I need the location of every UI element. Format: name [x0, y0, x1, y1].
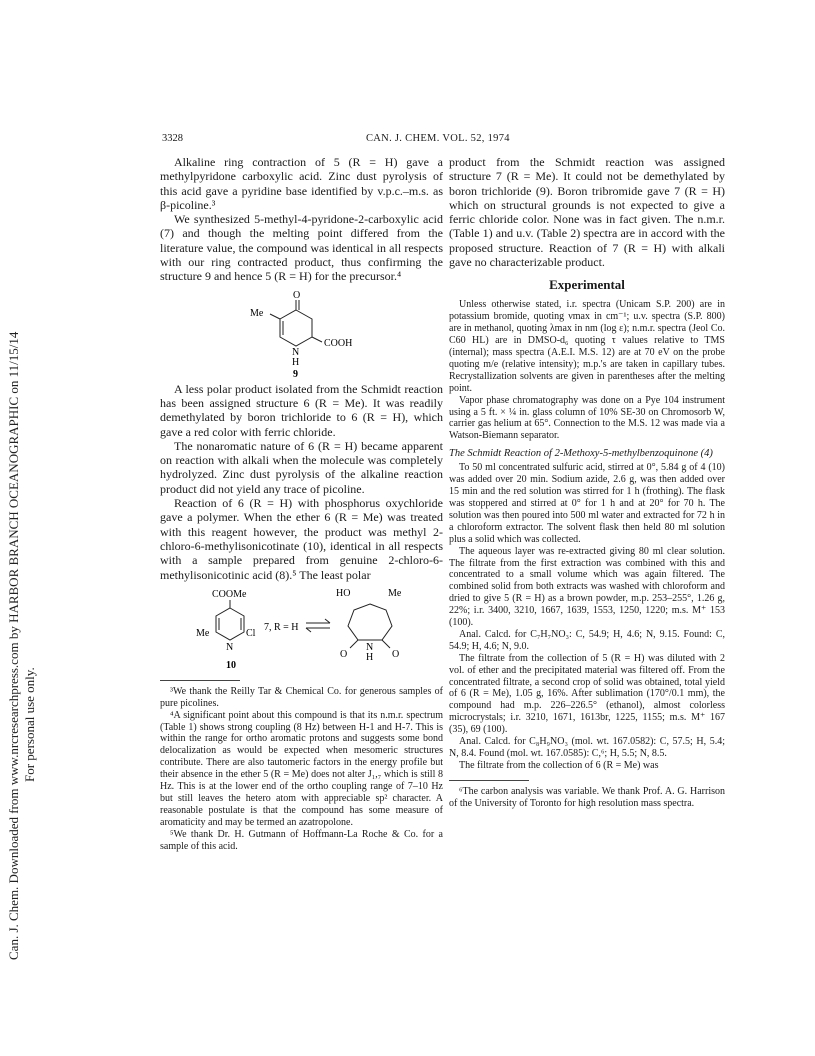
watermark-line-2: For personal use only.	[22, 667, 37, 782]
atom-n: N	[291, 346, 299, 358]
group-me: Me	[388, 587, 402, 599]
footnote-6: ⁶The carbon analysis was variable. We thank Prof. A. G. Harrison of the University of Toronto for high resolution mass spectra.	[449, 785, 725, 809]
paragraph: A less polar product isolated from the Schmidt reaction has been assigned structure 6 (R = Me). It was readily demethylated by boron trichloride to 6 (R = H), which gave a red color with ferric chloride.	[160, 381, 443, 439]
right-column	[449, 155, 725, 810]
footnote-rule	[160, 680, 240, 681]
atom-n: N	[226, 641, 234, 653]
footnote-4: ⁴A significant point about this compound is that its n.m.r. spectrum (Table 1) shows strong coupling (8 Hz) between H-1 and H-7. This is within the range for ortho aromatic protons and suggests some bond delocalization as would be expected when mesomeric structures contribute. There are also tautomeric factors in the energy profile but their absence in the ether 5 (R = Me) does not alter J₁,₇ which is still 8 Hz. This is at the lower end of the ortho coupling range of 7–10 Hz but still leaves the hetero atom with appreciable sp² character. A reasonable postulate is that the compound has some measure of aromaticity and may be termed an azatropolone.	[160, 709, 443, 828]
footnote-3: ³We thank the Reilly Tar & Chemical Co. for generous samples of pure picolines.	[160, 685, 443, 709]
compound-label: 9	[292, 368, 298, 378]
left-column	[160, 155, 443, 853]
group-coome: COOMe	[212, 588, 247, 600]
group-me: Me	[196, 627, 210, 639]
compound-label: 10	[226, 659, 236, 671]
reaction-condition: 7, R = H	[264, 621, 299, 633]
download-watermark	[2, 180, 62, 980]
page-number: 3328	[162, 133, 183, 144]
atom-h: H	[366, 651, 374, 663]
paragraph: The filtrate from the collection of 5 (R = H) was diluted with 2 vol. of ether and the precipitated material was filtered off. From the concentrated filtrate, a second crop of solid was obtained, total yield of 6 (R = Me), 1.05 g, 16%. After sublimation (170°/0.1 mm), the compound had m.p. 226–226.5° (ethanol), almost colorless microcrystals; i.r. 3210, 1671, 1613br, 1225, 1155; m.s. M⁺ 167 (35), 69 (100).	[449, 652, 725, 736]
atom-o: O	[292, 289, 300, 301]
paragraph: We synthesized 5-methyl-4-pyridone-2-carboxylic acid (7) and though the melting point differed from the literature value, the compound was identical in all respects with our ring contracted product, thus confirming the structure 9 and hence 5 (R = H) for the precursor.⁴	[160, 212, 443, 284]
atom-cl: Cl	[246, 627, 256, 639]
structure-10-scheme	[160, 586, 443, 672]
structure-9	[232, 288, 372, 378]
structure-10-drawing	[160, 586, 443, 672]
group-cooh: COOH	[323, 337, 352, 349]
watermark-line-1: Can. J. Chem. Downloaded from www.nrcresearchpress.com by HARBOR BRANCH OCEANOGRAPHIC on 11/15/14	[6, 331, 21, 960]
paragraph: Reaction of 6 (R = H) with phosphorus oxychloride gave a polymer. When the ether 6 (R = Me) was treated with this reagent however, the product was methyl 2-chloro-6-methylisonicotinate (10), identical in all respects with a sample prepared from genuine 2-chloro-6-methylisonicotinic acid (8).⁵ The least polar	[160, 496, 443, 582]
footnote-rule	[449, 780, 529, 781]
group-ho: HO	[336, 587, 351, 599]
paragraph: The aqueous layer was re-extracted giving 80 ml clear solution. The filtrate from the first extraction was combined with this and concentrated to a small volume which was again filtered. The combined solid from both extracts was washed with chloroform and dried to give 5 (R = H) as a brown powder, m.p. 253–255°, 1.26 g, 22%; i.r. 3400, 3210, 1667, 1639, 1553, 1250, 1220; m.s. M⁺ 153 (100).	[449, 545, 725, 629]
atom-o: O	[340, 648, 348, 660]
paragraph: Anal. Calcd. for C₇H₇NO₃: C, 54.9; H, 4.6; N, 9.15. Found: C, 54.9; H, 4.6; N, 9.0.	[449, 628, 725, 652]
running-header	[162, 133, 722, 147]
paragraph: The nonaromatic nature of 6 (R = H) became apparent on reaction with alkali when the molecule was completely hydrolyzed. Zinc dust pyrolysis of the alkaline reaction product did not yield any trace of picoline.	[160, 438, 443, 496]
paragraph: Unless otherwise stated, i.r. spectra (Unicam S.P. 200) are in potassium bromide, quoting νmax in cm⁻¹; u.v. spectra (S.P. 800) are in methanol, quoting λmax in nm (log ε); n.m.r. spectra (Jeol Co. C60 HL) are in DMSO-d₆ quoting τ values relative to TMS (internal); mass spectra (A.E.I. M.S. 12) are at 70 eV on the probe quoting m/e (relative intensity); m.p.'s are taken in capillary tubes. Recrystallization solvents are given in parentheses after the melting point.	[449, 299, 725, 394]
paragraph: The filtrate from the collection of 6 (R = Me) was	[459, 759, 659, 771]
subsection-heading: The Schmidt Reaction of 2-Methoxy-5-methylbenzoquinone (4)	[449, 448, 713, 460]
paragraph: product from the Schmidt reaction was assigned structure 7 (R = Me). It could not be demethylated by boron trichloride (9). Boron tribromide gave 7 (R = H) which on structural grounds is not expected to give a ferric chloride color. None was in fact given. The n.m.r. (Table 1) and u.v. (Table 2) spectra are in accord with the proposed structure. Reaction of 7 (R = H) with alkali gave no characterizable product.	[449, 155, 725, 270]
atom-n: N	[366, 641, 374, 653]
atom-o: O	[392, 648, 400, 660]
journal-citation: CAN. J. CHEM. VOL. 52, 1974	[366, 133, 510, 144]
group-me: Me	[249, 307, 263, 319]
paragraph: To 50 ml concentrated sulfuric acid, stirred at 0°, 5.84 g of 4 (10) was added over 20 min. Sodium azide, 2.6 g, was then added over 15 min and the red solution was stirred for 1 h (frothing). The flask was stoppered and stirred at 0° for 1 h and at 20° for 70 h. The solution was then poured into 500 ml water and extracted for 72 h in a chloroform extractor. The solvent flask then held 80 ml solution plus a solid which was collected.	[449, 462, 725, 545]
paragraph: Alkaline ring contraction of 5 (R = H) gave a methylpyridone carboxylic acid. Zinc dust pyrolysis of this acid gave a pyridine base identified by v.p.c.–m.s. as β-picoline.³	[160, 155, 443, 212]
paragraph: Vapor phase chromatography was done on a Pye 104 instrument using a 5 ft. × ¼ in. glass column of 10% SE-30 on Chromosorb W, carrier gas helium at 65°. Connection to the M.S. 12 was made via a Watson-Biemann separator.	[449, 394, 725, 442]
section-heading: Experimental	[549, 277, 625, 293]
footnote-5: ⁵We thank Dr. H. Gutmann of Hoffmann-La Roche & Co. for a sample of this acid.	[160, 828, 443, 852]
atom-h: H	[291, 356, 299, 368]
paragraph: Anal. Calcd. for C₈H₉NO₃ (mol. wt. 167.0582): C, 57.5; H, 5.4; N, 8.4. Found (mol. wt. 167.0585): C,⁶; H, 5.5; N, 8.5.	[449, 736, 725, 759]
structure-9-drawing	[232, 288, 372, 378]
